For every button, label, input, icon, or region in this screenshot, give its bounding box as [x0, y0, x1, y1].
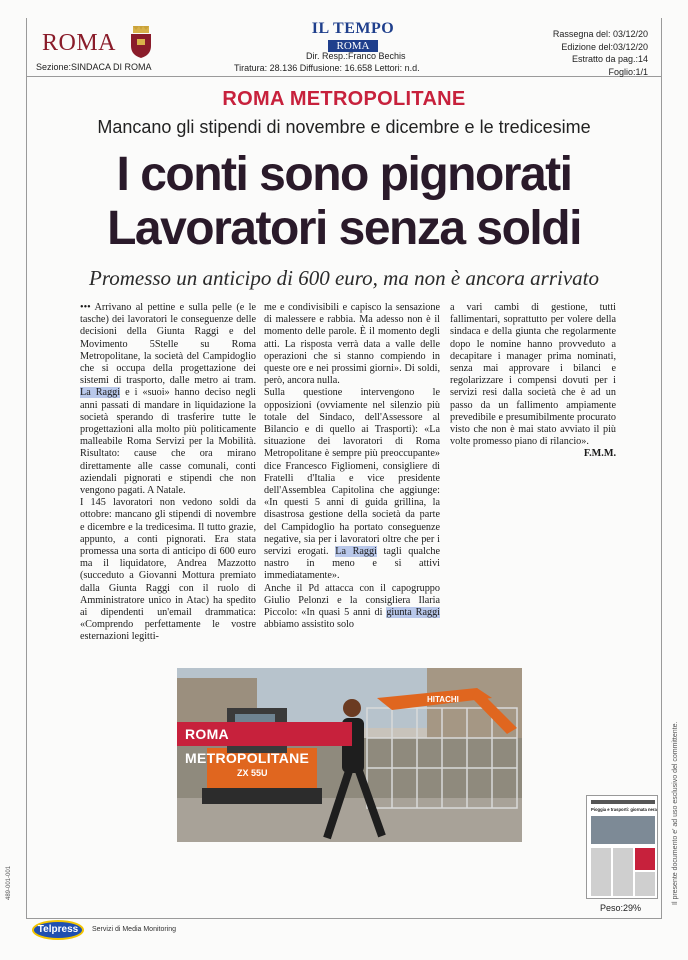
telpress-logo: Telpress [32, 920, 84, 940]
text-run: ••• Arrivano al pettine e sulla pelle (e le tasche) dei lavoratori le conseguenze delle decisioni della Giunta Raggi e del Movimento 5Stelle su Roma Metropolitane, la società del Campidoglio che si occupa della progettazione dei sistemi di trasporto, dalle metro ai tram. [80, 302, 256, 387]
document-code: 489-001-001 [6, 865, 12, 900]
article-subhead: Promesso un anticipo di 600 euro, ma non è ancora arrivato [89, 266, 599, 290]
article-kicker: ROMA METROPOLITANE [222, 88, 466, 110]
article-column-1 [80, 302, 256, 644]
text-run: tagli qualche nastro in meno e si attivi immediatamente». [264, 546, 440, 582]
article-headline [0, 148, 688, 256]
paragraph [264, 583, 440, 632]
rassegna-date: Rassegna del: 03/12/20 [552, 29, 648, 39]
roma-wordmark: ROMA [42, 30, 117, 56]
thumbnail-headline: Pioggia e trasporti: giornata nera [591, 807, 657, 812]
page-thumbnail [586, 795, 658, 899]
circulation-line: Tiratura: 28.136 Diffusione: 16.658 Lettori: n.d. [234, 63, 420, 73]
sheet-count: Foglio:1/1 [608, 66, 648, 77]
text-run: Anche il Pd attacca con il capogruppo Giulio Pelonzi e la consigliera Ilaria Piccolo: «In quasi 5 anni di [264, 582, 440, 619]
paragraph: I 145 lavoratori non vedono soldi da ottobre: mancano gli stipendi di novembre e dicembre e la tredicesima. Il tutto grazie, appunto, a conti pignorati. Era stata promessa una sorta di anticipo di 600 euro ma il liquidatore, Andrea Mazzotto (succeduto a Giovanni Mottura premiato dalla Giunta Raggi con il ruolo di Amministratore unico in Atac) ha spedito ai dipendenti un'email drammatica: «Comprendo perfettamente le vostre esternazioni legitti- [80, 497, 256, 643]
edition-date: Edizione del:03/12/20 [561, 41, 648, 52]
paragraph [80, 302, 256, 497]
newspaper-logo-title: IL TEMPO [311, 20, 395, 37]
highlighted-term: giunta Raggi [386, 607, 440, 619]
paragraph: a vari cambi di gestione, tutti fallimentari, soprattutto per volere della sindaca e della giunta che regolarmente dopo le nomine hanno provveduto a decapitare i manager prima nominati, senza mai approvare i bilanci e regolarizzare i compensi dovuti per i servizi resi dalla società che è ad un passo da un fallimento ampiamente prevedibile e presumibilmente procurato visto che non è mai stato avviato il più volte promesso piano di rilancio». [450, 302, 616, 448]
section-label: Sezione:SINDACA DI ROMA [36, 62, 152, 72]
newspaper-logo [310, 22, 396, 54]
headline-line-1: I conti sono pignorati [116, 148, 572, 201]
clipping-meta [553, 28, 648, 78]
text-run: e i «suoi» hanno deciso negli anni passati di mandare in liquidazione la società sperando di trasferire tutte le progettazioni alla molto più politicamente malleabile Roma Servizi per la Mobilità. Risultato: cause che ora mirano direttamente alle casse comunali, conti aziendali pignorati e stipendi che non vengono pagati. A Natale. [80, 387, 256, 497]
author-signature: F.M.M. [583, 448, 616, 460]
page-extract: Estratto da pag.:14 [571, 54, 648, 64]
excavator-model: ZX 55U [237, 768, 268, 778]
director-line: Dir. Resp.:Franco Bechis [306, 51, 406, 61]
weight-percentage: Peso:29% [600, 903, 642, 913]
photo-caption-band: ROMA METROPOLITANE [177, 722, 352, 746]
highlighted-term: La Raggi [80, 387, 121, 399]
highlighted-term: La Raggi [335, 546, 377, 558]
article-photo [177, 668, 522, 842]
paragraph: me e condivisibili e capisco la sensazione di malessere e rabbia. Ma adesso non è il momento delle parole. È il momento degli atti. La risposta verrà data a valle delle operazioni che si stanno compiendo in queste ore e nei prossimi giorni». Di soldi, però, ancora nulla. [264, 302, 440, 387]
article-summary: Mancano gli stipendi di novembre e dicembre e le tredicesime [97, 117, 591, 137]
thumbnail-preview [587, 796, 658, 899]
footer-divider [26, 918, 662, 919]
text-run: Sulla questione intervengono le opposizioni (ovviamente nel silenzio più totale del Sindaco, dell'Assessore al Bilancio e di quello ai Trasporti): «La situazione dei lavoratori di Roma Metropolitane è sempre più preoccupante» dice Francesco Figliomeni, consigliere di Fratelli d'Italia e vice presidente dell'Assemblea Capitolina che aggiunge: «In questi 5 anni di guida grillina, la disastrosa gestione della società da parte del Campidoglio ha portato conseguenze negative, sia per i lavoratori oltre che per i servizi erogati. [264, 387, 440, 558]
headline-line-2: Lavoratori senza soldi [107, 202, 581, 255]
article-column-2 [264, 302, 440, 631]
newspaper-logo-edition: ROMA [328, 40, 377, 52]
roma-crest-icon [128, 26, 154, 58]
usage-notice: Il presente documento e' ad uso esclusivo del committente. [672, 721, 679, 905]
excavator-brand: HITACHI [427, 695, 459, 704]
text-run: abbiamo assistito solo [264, 619, 354, 631]
provider-description: Servizi di Media Monitoring [92, 926, 177, 933]
article-column-3 [450, 302, 616, 461]
paragraph [264, 387, 440, 582]
